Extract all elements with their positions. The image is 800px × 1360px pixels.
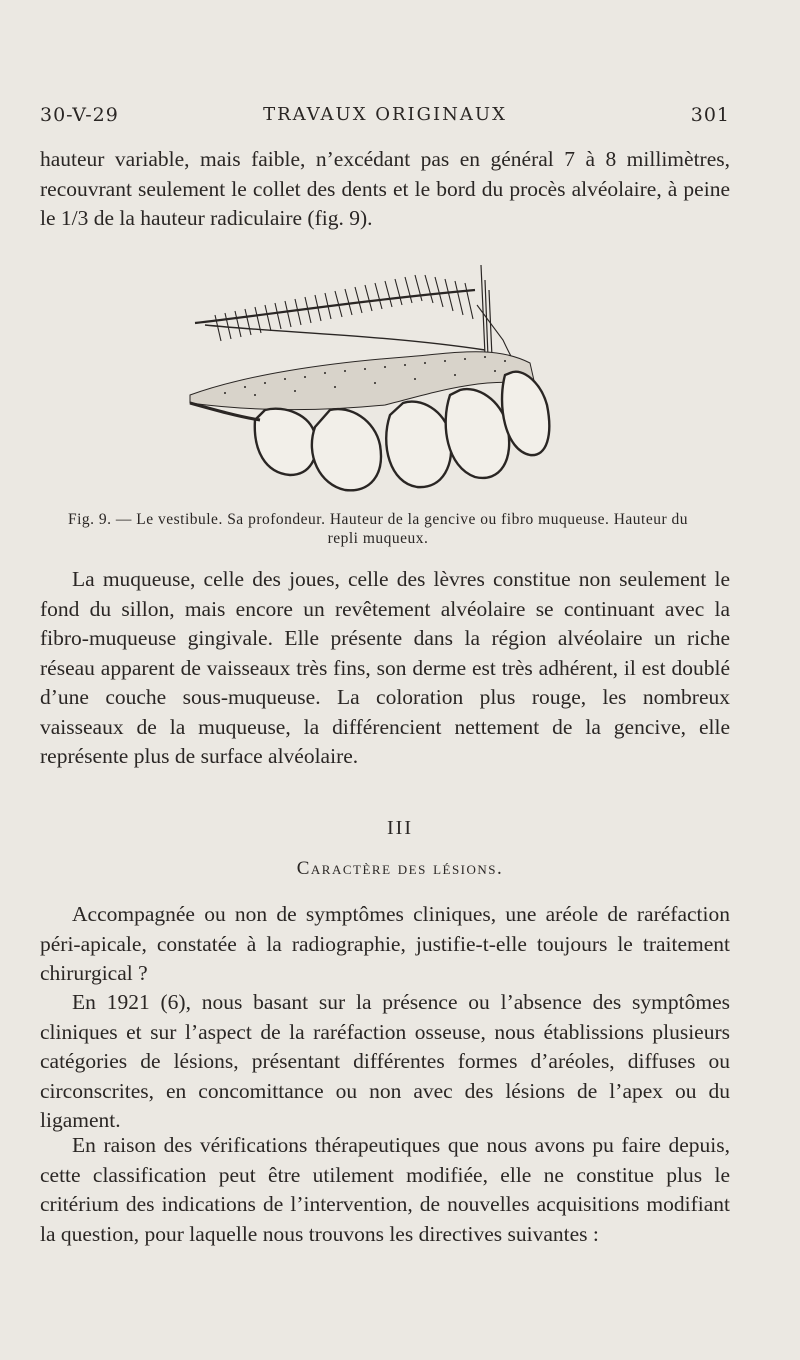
paragraph-1: hauteur variable, mais faible, n’excédant pas en général 7 à 8 millimètres, recouvrant seulement le collet des dents et le bord du procès alvéolaire, à peine le 1/3 de la hauteur radiculaire (fig. 9).: [40, 147, 730, 230]
running-head: [40, 104, 730, 130]
paragraph-4: En 1921 (6), nous basant sur la présence ou l’absence des symptômes cliniques et sur l’aspect de la raréfaction osseuse, nous établissions plusieurs catégories de lésions, présentant différentes formes d’aréoles, diffuses ou circonscrites, en concomittance ou non avec des lésions de l’apex ou du ligament.: [40, 990, 730, 1132]
paragraph-5: En raison des vérifications thérapeutiques que nous avons pu faire depuis, cette classification peut être utilement modifiée, elle ne constitue plus le critérium des indications de l’intervention, de nouvelles acquisitions modifiant la question, pour laquelle nous trouvons les directives suivantes :: [40, 1133, 730, 1246]
header-title: TRAVAUX ORIGINAUX: [263, 104, 507, 125]
paragraph-2: La muqueuse, celle des joues, celle des lèvres constitue non seulement le fond du sillon, mais encore un revêtement alvéolaire se continuant avec la fibro-muqueuse gingivale. Elle présente dans la région alvéolaire un riche réseau apparent de vaisseaux très fins, son derme est très adhérent, il est doublé d’une couche sous-muqueuse. La coloration plus rouge, les nombreux vaisseaux de la muqueuse, la différencient nettement de la gencive, elle représente plus de surface alvéolaire.: [40, 567, 730, 768]
section-number: III: [387, 817, 413, 839]
section-title: Caractère des lésions.: [296, 858, 504, 879]
paragraph-3: Accompagnée ou non de symptômes cliniques, une aréole de raréfaction péri-apicale, constatée à la radiographie, justifie-t-elle toujours le traitement chirurgical ?: [40, 902, 730, 985]
figure-caption: Fig. 9. — Le vestibule. Sa profondeur. Hauteur de la gencive ou fibro muqueuse. Hauteur du repli muqueux.: [67, 511, 689, 547]
dental-vestibule-illustration: [185, 245, 560, 500]
header-date: 30-V-29: [40, 104, 119, 126]
page-number: 301: [690, 104, 730, 126]
